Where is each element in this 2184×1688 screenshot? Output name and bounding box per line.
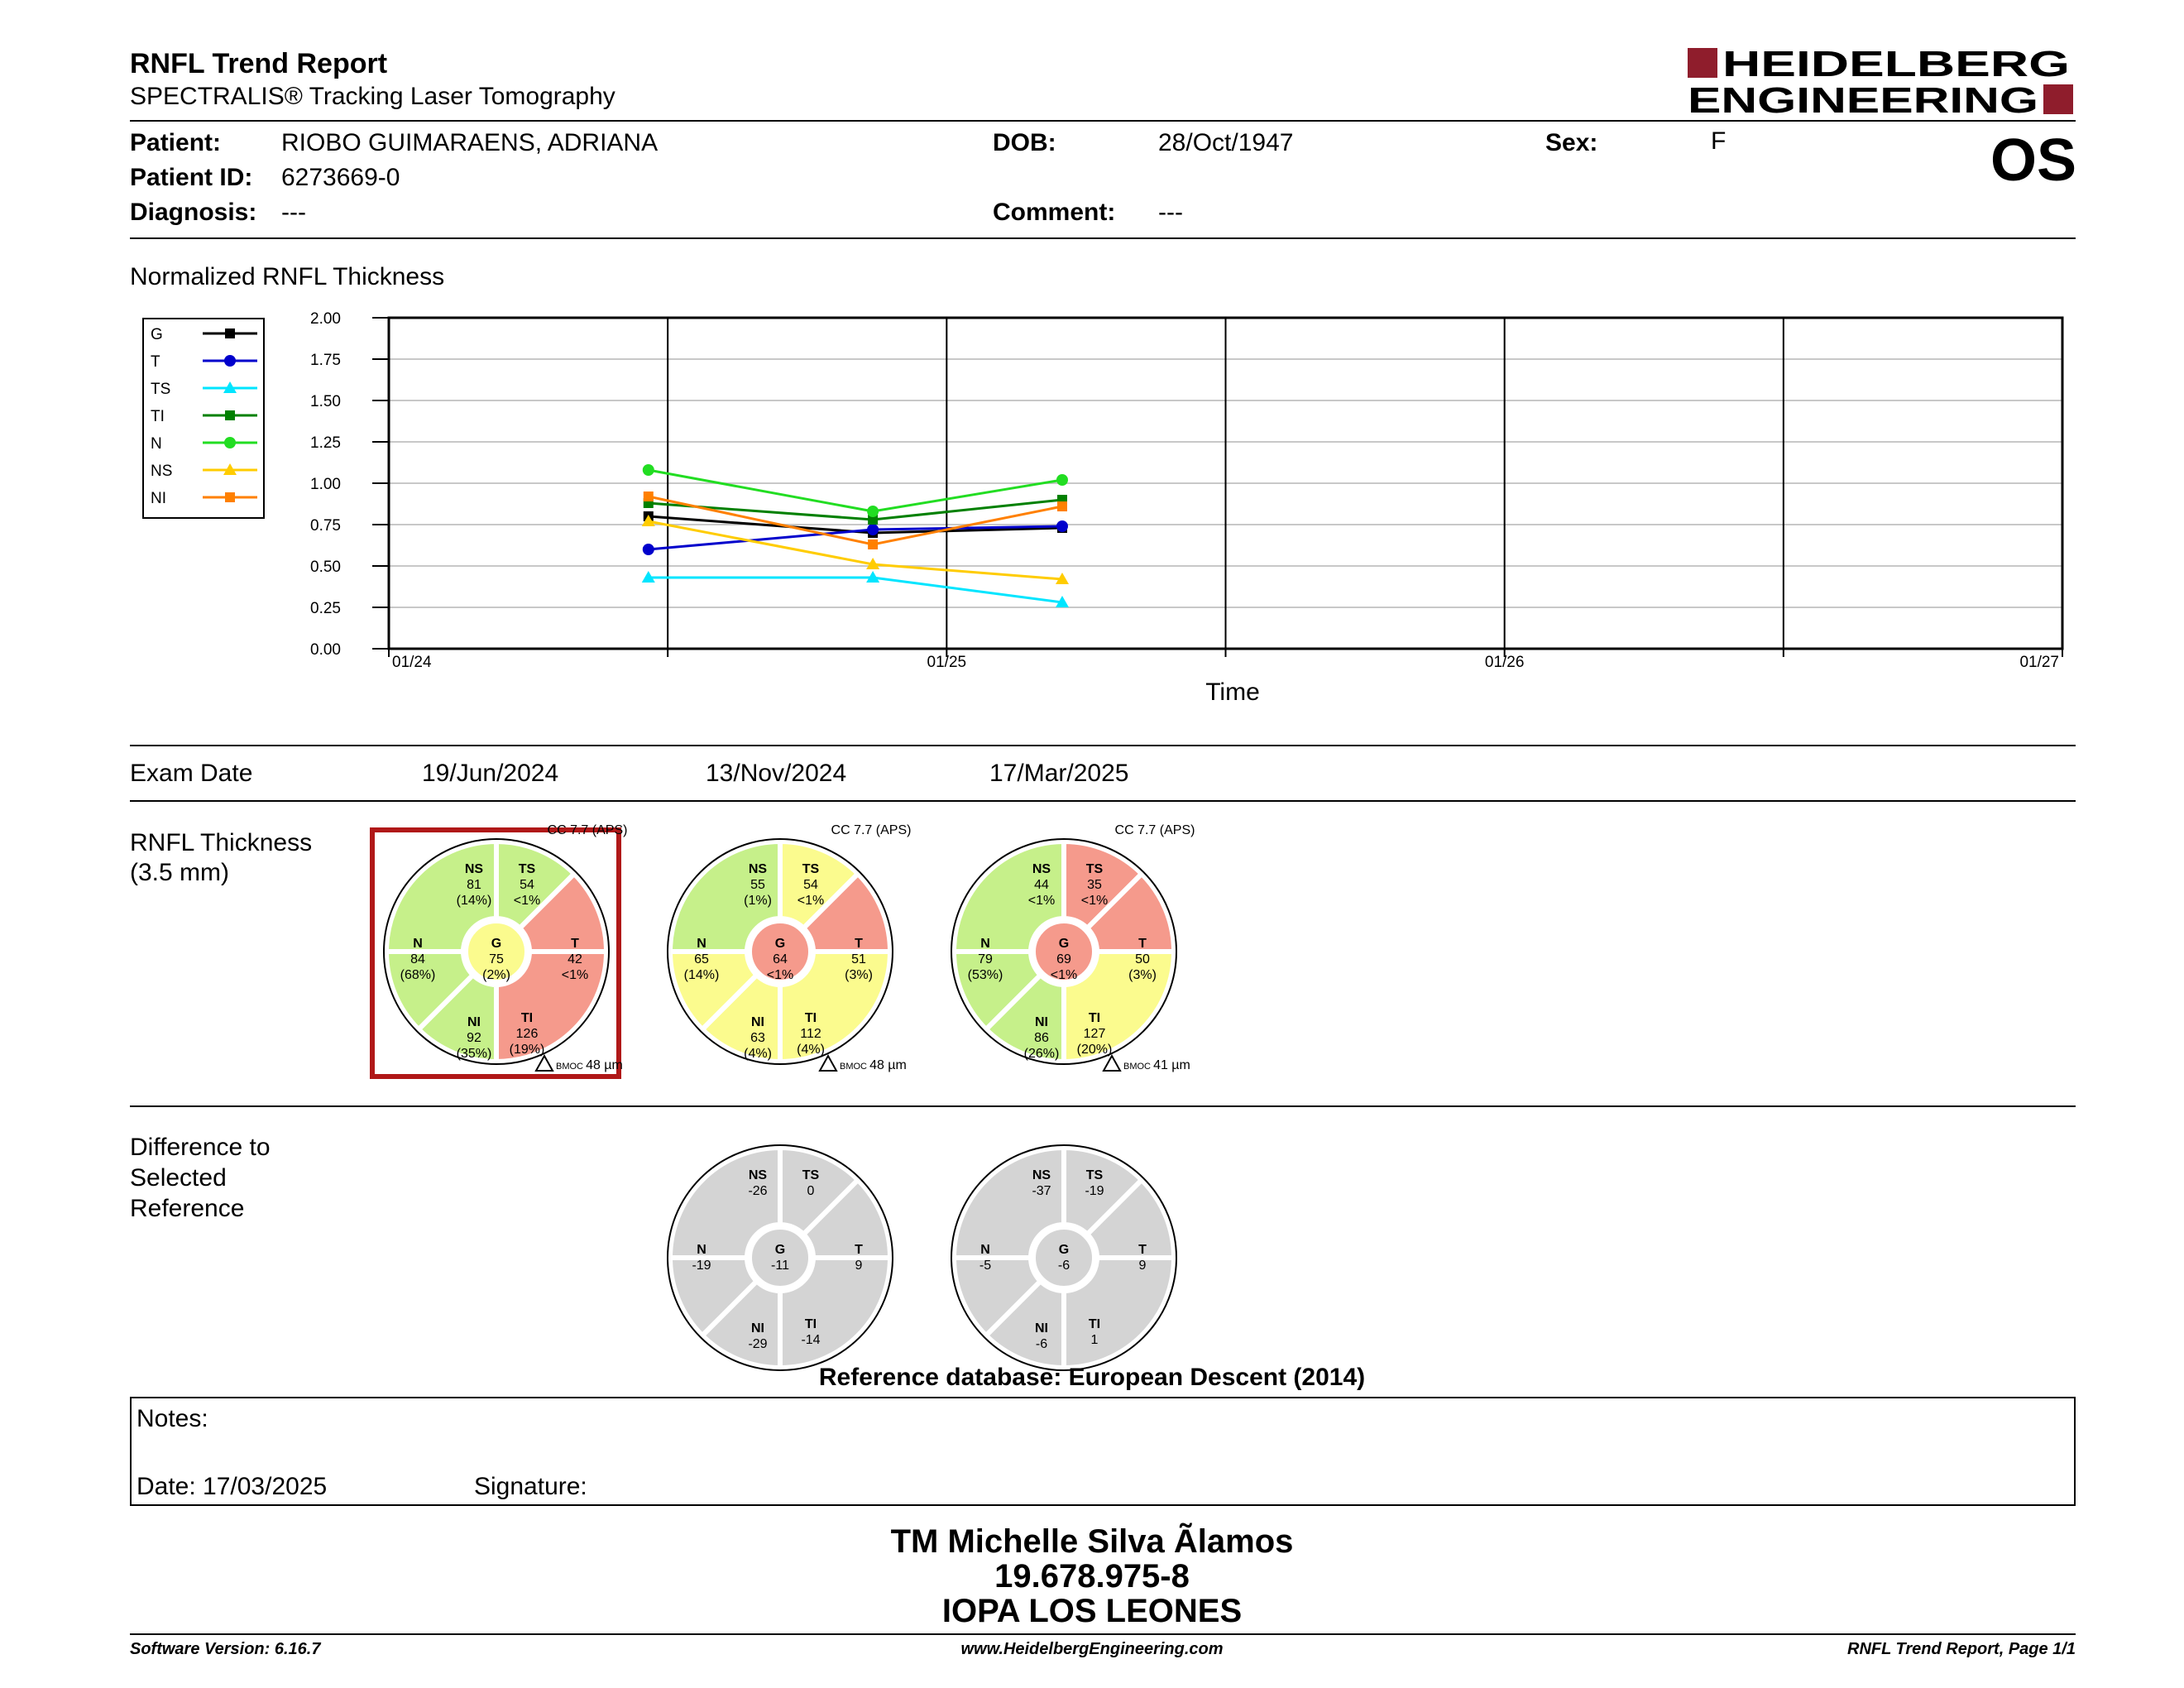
- sector-percentile: <1%: [513, 894, 541, 908]
- sector-value: 50: [1135, 952, 1150, 966]
- sector-name: T: [1138, 937, 1147, 951]
- sector-value: -11: [771, 1259, 789, 1273]
- sector-percentile: <1%: [797, 894, 825, 908]
- sector-percentile: <1%: [1080, 894, 1109, 908]
- sector-name: NS: [748, 1168, 768, 1182]
- stamp-name: TM Michelle Silva Ãlamos: [890, 1523, 1294, 1560]
- software-version: Software Version: 6.16.7: [130, 1640, 321, 1658]
- sector-value: 75: [489, 952, 504, 966]
- sector-name: TI: [804, 1011, 817, 1025]
- sector-value: 86: [1034, 1031, 1049, 1045]
- difference-circle: [668, 1145, 893, 1370]
- sector-name: TS: [802, 862, 820, 876]
- sector-name: G: [1058, 1243, 1070, 1257]
- sector-percentile: (53%): [967, 968, 1003, 982]
- dob-label: DOB:: [993, 129, 1056, 156]
- cc-label: CC 7.7 (APS): [831, 823, 912, 837]
- bmoc-label: BMOC 48 µm: [556, 1058, 623, 1072]
- thickness-subtitle: (3.5 mm): [130, 859, 229, 886]
- sector-name: NI: [751, 1321, 764, 1336]
- sector-percentile: <1%: [1050, 968, 1078, 982]
- sector-value: 84: [410, 952, 425, 966]
- sector-name: T: [1138, 1243, 1147, 1257]
- sector-name: N: [413, 937, 423, 951]
- y-tick-label: 1.00: [310, 476, 341, 493]
- y-tick-label: 1.75: [310, 352, 341, 369]
- patient-id: 6273669-0: [281, 164, 400, 191]
- sector-name: G: [774, 1243, 786, 1257]
- sector-value: -14: [801, 1333, 821, 1347]
- sector-value: 42: [568, 952, 582, 966]
- sector-name: N: [980, 937, 990, 951]
- sector-value: 64: [773, 952, 788, 966]
- difference-title-3: Reference: [130, 1195, 245, 1222]
- exam-date-2: 13/Nov/2024: [706, 760, 847, 787]
- sector-value: 44: [1034, 878, 1049, 892]
- sector-value: -26: [748, 1184, 768, 1198]
- sector-name: NS: [1032, 862, 1051, 876]
- sector-name: NS: [748, 862, 768, 876]
- delta-icon: [1104, 1056, 1120, 1071]
- stamp-rut: 19.678.975-8: [994, 1558, 1190, 1594]
- sector-percentile: (3%): [1128, 968, 1157, 982]
- sector-value: -37: [1032, 1184, 1051, 1198]
- sector-name: NI: [1035, 1015, 1048, 1029]
- stamp-institution: IOPA LOS LEONES: [941, 1593, 1243, 1629]
- sector-value: 0: [807, 1184, 815, 1198]
- patient-name-label: Patient:: [130, 129, 222, 156]
- sex-label: Sex:: [1545, 129, 1598, 156]
- sector-name: N: [697, 1243, 706, 1257]
- sector-percentile: (14%): [683, 968, 720, 982]
- sector-g: [1033, 1227, 1094, 1288]
- sector-name: NI: [751, 1015, 764, 1029]
- sector-percentile: (3%): [845, 968, 873, 982]
- sector-name: TI: [520, 1011, 534, 1025]
- website-link[interactable]: www.HeidelbergEngineering.com: [960, 1640, 1224, 1658]
- sector-value: 9: [1138, 1259, 1147, 1273]
- legend-label: TI: [151, 408, 165, 425]
- stamp-block: [0, 1524, 2184, 1628]
- sector-name: TI: [1088, 1317, 1101, 1331]
- difference-title-1: Difference to: [130, 1134, 271, 1161]
- y-tick-label: 2.00: [310, 310, 341, 328]
- sector-value: 81: [467, 878, 481, 892]
- y-tick-label: 0.25: [310, 600, 341, 617]
- chart-section-title: Normalized RNFL Thickness: [130, 263, 445, 290]
- sector-value: 112: [800, 1027, 821, 1041]
- patient-id-label: Patient ID:: [130, 164, 253, 191]
- legend-label: N: [151, 435, 162, 453]
- sector-value: 51: [851, 952, 866, 966]
- y-tick-label: 0.00: [310, 641, 341, 659]
- sector-percentile: (2%): [482, 968, 510, 982]
- sector-name: TI: [804, 1317, 817, 1331]
- notes-box[interactable]: [130, 1397, 2076, 1506]
- eye-indicator: OS: [1990, 127, 2076, 194]
- diagnosis-value: ---: [281, 199, 306, 226]
- sector-value: 35: [1087, 878, 1102, 892]
- patient-name: RIOBO GUIMARAENS, ADRIANA: [281, 129, 659, 156]
- notes-date: Date: 17/03/2025: [136, 1473, 328, 1500]
- delta-icon: [536, 1056, 553, 1071]
- y-tick-label: 1.25: [310, 434, 341, 452]
- page-number: RNFL Trend Report, Page 1/1: [1847, 1640, 2076, 1658]
- sex-value: F: [1711, 127, 1727, 155]
- legend-label: G: [151, 326, 163, 343]
- notes-label: Notes:: [136, 1405, 208, 1432]
- legend-label: T: [151, 353, 160, 371]
- sector-name: N: [980, 1243, 990, 1257]
- sector-percentile: (1%): [744, 894, 772, 908]
- sector-percentile: (26%): [1023, 1047, 1060, 1061]
- thickness-circle: [668, 823, 911, 1072]
- thickness-title: RNFL Thickness: [130, 829, 313, 856]
- exam-date-1: 19/Jun/2024: [422, 760, 559, 787]
- bmoc-label: BMOC 41 µm: [1123, 1058, 1190, 1072]
- sector-percentile: (4%): [744, 1047, 772, 1061]
- sector-value: 126: [515, 1027, 539, 1041]
- sector-percentile: (68%): [400, 968, 436, 982]
- sector-value: -6: [1035, 1337, 1048, 1351]
- exam-date-label: Exam Date: [130, 760, 253, 787]
- sector-value: 79: [978, 952, 993, 966]
- y-tick-label: 1.50: [310, 393, 341, 410]
- sector-name: TS: [518, 862, 536, 876]
- sector-g: [750, 1227, 811, 1288]
- cc-label: CC 7.7 (APS): [1114, 823, 1195, 837]
- sector-name: TS: [1085, 862, 1104, 876]
- sector-name: TS: [802, 1168, 820, 1182]
- sector-value: 55: [750, 878, 765, 892]
- sector-value: 1: [1090, 1333, 1099, 1347]
- sector-percentile: <1%: [561, 968, 589, 982]
- sector-name: NS: [464, 862, 484, 876]
- comment-value: ---: [1158, 199, 1183, 226]
- difference-title-2: Selected: [130, 1164, 227, 1192]
- sector-name: T: [855, 937, 863, 951]
- x-tick-label: 01/26: [1484, 654, 1525, 671]
- legend-label: TS: [151, 381, 171, 398]
- report-title: RNFL Trend Report: [130, 48, 388, 79]
- sector-value: -19: [692, 1259, 711, 1273]
- sector-name: G: [491, 937, 502, 951]
- sector-value: -19: [1085, 1184, 1104, 1198]
- footer-divider: [130, 1633, 2076, 1635]
- report-subtitle: SPECTRALIS® Tracking Laser Tomography: [130, 83, 615, 110]
- sector-percentile: (14%): [456, 894, 492, 908]
- sector-value: 63: [750, 1031, 765, 1045]
- sector-name: G: [774, 937, 786, 951]
- dob-value: 28/Oct/1947: [1158, 129, 1294, 156]
- sector-value: -29: [748, 1337, 768, 1351]
- sector-name: TI: [1088, 1011, 1101, 1025]
- logo-line2: ENGINEERING: [1688, 80, 2038, 117]
- x-tick-label: 01/24: [392, 654, 432, 671]
- x-axis-label: Time: [1205, 679, 1260, 706]
- sector-name: G: [1058, 937, 1070, 951]
- difference-circle: [951, 1145, 1176, 1370]
- sector-value: 92: [467, 1031, 481, 1045]
- sector-value: 69: [1056, 952, 1071, 966]
- sector-value: 9: [855, 1259, 863, 1273]
- sector-value: 127: [1083, 1027, 1106, 1041]
- sector-value: -5: [979, 1259, 992, 1273]
- sector-name: NS: [1032, 1168, 1051, 1182]
- exam-date-3: 17/Mar/2025: [989, 760, 1129, 787]
- thickness-divider: [130, 1105, 2076, 1107]
- sector-value: 54: [803, 878, 818, 892]
- logo-line1: HEIDELBERG: [1722, 45, 2070, 84]
- sector-percentile: <1%: [1027, 894, 1056, 908]
- sector-percentile: (4%): [797, 1043, 825, 1057]
- sector-name: NI: [1035, 1321, 1048, 1336]
- thickness-circle: [384, 823, 627, 1072]
- sector-percentile: <1%: [766, 968, 794, 982]
- sector-name: TS: [1085, 1168, 1104, 1182]
- sector-value: 54: [520, 878, 534, 892]
- y-tick-label: 0.75: [310, 517, 341, 535]
- sector-percentile: (35%): [456, 1047, 492, 1061]
- x-tick-label: 01/25: [927, 654, 967, 671]
- legend-label: NS: [151, 463, 173, 480]
- reference-database: Reference database: European Descent (2014): [818, 1364, 1366, 1391]
- sector-name: NI: [467, 1015, 481, 1029]
- sector-percentile: (20%): [1076, 1043, 1113, 1057]
- y-tick-label: 0.50: [310, 559, 341, 576]
- sector-name: T: [855, 1243, 863, 1257]
- sector-percentile: (19%): [509, 1043, 545, 1057]
- sector-value: 65: [694, 952, 709, 966]
- sector-value: -6: [1057, 1259, 1070, 1273]
- x-tick-label: 01/27: [2019, 654, 2059, 671]
- signature-label: Signature:: [474, 1473, 587, 1500]
- bmoc-label: BMOC 48 µm: [840, 1058, 907, 1072]
- thickness-circle: [951, 823, 1195, 1072]
- delta-icon: [820, 1056, 836, 1071]
- cc-label: CC 7.7 (APS): [547, 823, 628, 837]
- legend-label: NI: [151, 490, 166, 507]
- sector-name: T: [571, 937, 579, 951]
- comment-label: Comment:: [993, 199, 1116, 226]
- diagnosis-label: Diagnosis:: [130, 199, 257, 226]
- sector-name: N: [697, 937, 706, 951]
